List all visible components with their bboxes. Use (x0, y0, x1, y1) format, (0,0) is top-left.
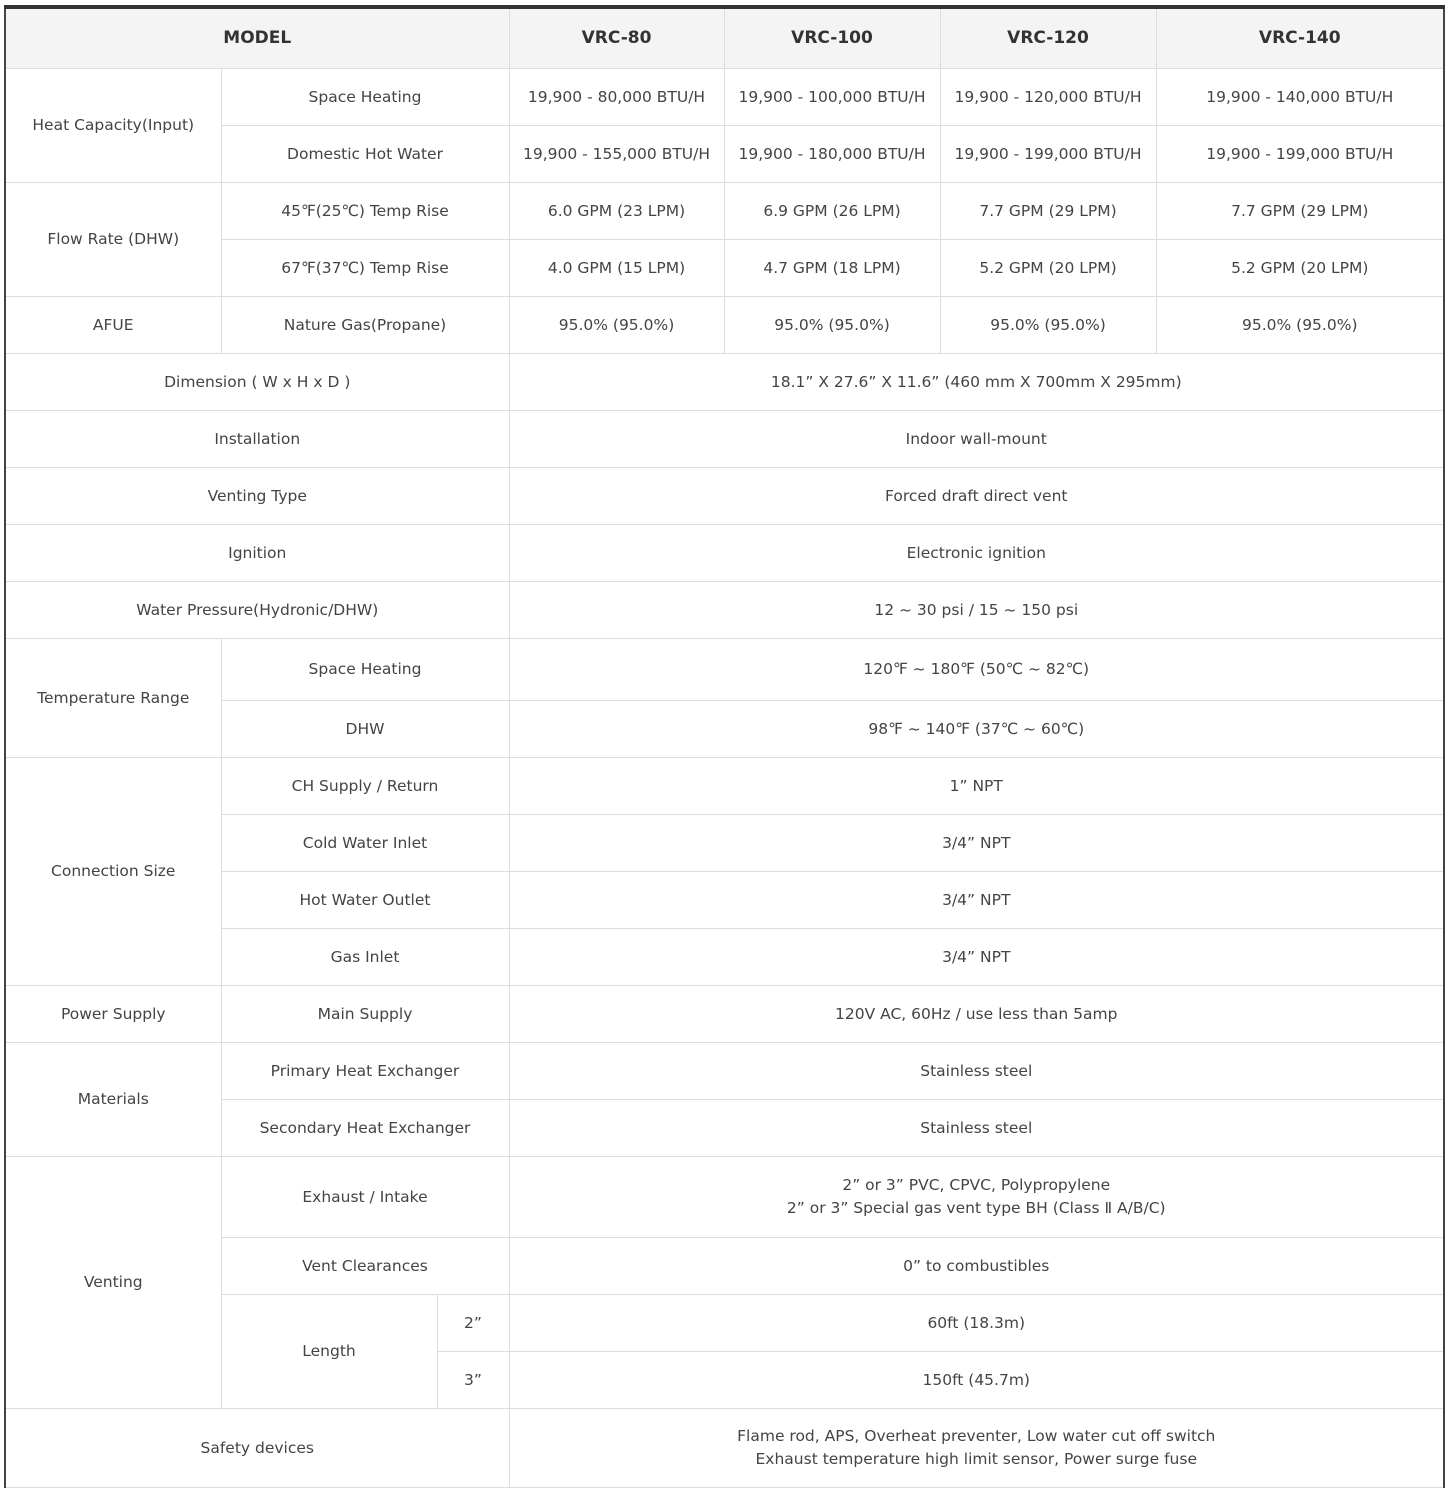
model-header: MODEL (5, 7, 509, 69)
model-vrc-120: VRC-120 (940, 7, 1156, 69)
model-vrc-100: VRC-100 (724, 7, 940, 69)
table-row (5, 639, 1444, 701)
cell-value: 5.2 GPM (20 LPM) (1156, 240, 1444, 297)
exhaust-intake-label: Exhaust / Intake (221, 1157, 509, 1238)
temperature-range-label: Temperature Range (5, 639, 221, 758)
table-row (5, 1409, 1444, 1488)
cell-value: 19,900 - 140,000 BTU/H (1156, 69, 1444, 126)
water-pressure-value: 12 ~ 30 psi / 15 ~ 150 psi (509, 582, 1444, 639)
temp-space-heating-label: Space Heating (221, 639, 509, 701)
cold-water-inlet-label: Cold Water Inlet (221, 815, 509, 872)
cell-value: 6.0 GPM (23 LPM) (509, 183, 724, 240)
table-row (5, 126, 1444, 183)
temp-space-heating-value: 120℉ ~ 180℉ (50℃ ~ 82℃) (509, 639, 1444, 701)
nature-gas-label: Nature Gas(Propane) (221, 297, 509, 354)
cell-value: 7.7 GPM (29 LPM) (940, 183, 1156, 240)
table-row (5, 69, 1444, 126)
main-supply-value: 120V AC, 60Hz / use less than 5amp (509, 986, 1444, 1043)
safety-line-2: Exhaust temperature high limit sensor, Power surge fuse (755, 1450, 1197, 1468)
table-row (5, 1100, 1444, 1157)
exhaust-line-2: 2” or 3” Special gas vent type BH (Class Ⅱ A/B/C) (786, 1199, 1166, 1217)
hot-water-outlet-value: 3/4” NPT (509, 872, 1444, 929)
table-row (5, 354, 1444, 411)
dimension-value: 18.1” X 27.6” X 11.6” (460 mm X 700mm X 295mm) (509, 354, 1444, 411)
cell-value: 95.0% (95.0%) (1156, 297, 1444, 354)
cell-value: 4.7 GPM (18 LPM) (724, 240, 940, 297)
ch-supply-label: CH Supply / Return (221, 758, 509, 815)
cell-value: 19,900 - 100,000 BTU/H (724, 69, 940, 126)
table-row (5, 758, 1444, 815)
table-row (5, 701, 1444, 758)
length-2in-label: 2” (437, 1295, 509, 1352)
cell-value: 19,900 - 155,000 BTU/H (509, 126, 724, 183)
cell-value: 95.0% (95.0%) (509, 297, 724, 354)
temp-rise-45-label: 45℉(25℃) Temp Rise (221, 183, 509, 240)
afue-label: AFUE (5, 297, 221, 354)
model-vrc-140: VRC-140 (1156, 7, 1444, 69)
water-pressure-label: Water Pressure(Hydronic/DHW) (5, 582, 509, 639)
cell-value: 19,900 - 199,000 BTU/H (940, 126, 1156, 183)
length-label: Length (221, 1295, 437, 1409)
secondary-hx-label: Secondary Heat Exchanger (221, 1100, 509, 1157)
dimension-label: Dimension ( W x H x D ) (5, 354, 509, 411)
cell-value: 19,900 - 180,000 BTU/H (724, 126, 940, 183)
temp-dhw-value: 98℉ ~ 140℉ (37℃ ~ 60℃) (509, 701, 1444, 758)
table-row (5, 986, 1444, 1043)
flow-rate-label: Flow Rate (DHW) (5, 183, 221, 297)
cell-value: 4.0 GPM (15 LPM) (509, 240, 724, 297)
installation-label: Installation (5, 411, 509, 468)
secondary-hx-value: Stainless steel (509, 1100, 1444, 1157)
table-row (5, 815, 1444, 872)
connection-size-label: Connection Size (5, 758, 221, 986)
gas-inlet-value: 3/4” NPT (509, 929, 1444, 986)
cell-value: 5.2 GPM (20 LPM) (940, 240, 1156, 297)
table-row (5, 1295, 1444, 1352)
length-3in-label: 3” (437, 1352, 509, 1409)
power-supply-label: Power Supply (5, 986, 221, 1043)
materials-label: Materials (5, 1043, 221, 1157)
table-row (5, 297, 1444, 354)
primary-hx-label: Primary Heat Exchanger (221, 1043, 509, 1100)
safety-devices-value (509, 1409, 1444, 1488)
temp-rise-67-label: 67℉(37℃) Temp Rise (221, 240, 509, 297)
heat-capacity-label: Heat Capacity(Input) (5, 69, 221, 183)
space-heating-label: Space Heating (221, 69, 509, 126)
safety-line-1: Flame rod, APS, Overheat preventer, Low water cut off switch (737, 1427, 1216, 1445)
primary-hx-value: Stainless steel (509, 1043, 1444, 1100)
spec-table (4, 5, 1445, 1488)
cold-water-inlet-value: 3/4” NPT (509, 815, 1444, 872)
cell-value: 19,900 - 199,000 BTU/H (1156, 126, 1444, 183)
table-row (5, 1238, 1444, 1295)
gas-inlet-label: Gas Inlet (221, 929, 509, 986)
model-vrc-80: VRC-80 (509, 7, 724, 69)
safety-devices-label: Safety devices (5, 1409, 509, 1488)
vent-clearances-value: 0” to combustibles (509, 1238, 1444, 1295)
length-3in-value: 150ft (45.7m) (509, 1352, 1444, 1409)
table-row (5, 1043, 1444, 1100)
cell-value: 7.7 GPM (29 LPM) (1156, 183, 1444, 240)
temp-dhw-label: DHW (221, 701, 509, 758)
header-row (5, 7, 1444, 69)
venting-label: Venting (5, 1157, 221, 1409)
ignition-value: Electronic ignition (509, 525, 1444, 582)
installation-value: Indoor wall-mount (509, 411, 1444, 468)
table-row (5, 468, 1444, 525)
table-row (5, 411, 1444, 468)
cell-value: 6.9 GPM (26 LPM) (724, 183, 940, 240)
main-supply-label: Main Supply (221, 986, 509, 1043)
table-row (5, 872, 1444, 929)
venting-type-label: Venting Type (5, 468, 509, 525)
cell-value: 19,900 - 120,000 BTU/H (940, 69, 1156, 126)
length-2in-value: 60ft (18.3m) (509, 1295, 1444, 1352)
cell-value: 95.0% (95.0%) (724, 297, 940, 354)
ch-supply-value: 1” NPT (509, 758, 1444, 815)
table-row (5, 183, 1444, 240)
domestic-hot-water-label: Domestic Hot Water (221, 126, 509, 183)
cell-value: 95.0% (95.0%) (940, 297, 1156, 354)
table-row (5, 525, 1444, 582)
vent-clearances-label: Vent Clearances (221, 1238, 509, 1295)
table-row (5, 582, 1444, 639)
table-row (5, 929, 1444, 986)
table-row (5, 240, 1444, 297)
exhaust-line-1: 2” or 3” PVC, CPVC, Polypropylene (842, 1176, 1111, 1194)
exhaust-intake-value (509, 1157, 1444, 1238)
cell-value: 19,900 - 80,000 BTU/H (509, 69, 724, 126)
table-row (5, 1157, 1444, 1238)
hot-water-outlet-label: Hot Water Outlet (221, 872, 509, 929)
ignition-label: Ignition (5, 525, 509, 582)
venting-type-value: Forced draft direct vent (509, 468, 1444, 525)
